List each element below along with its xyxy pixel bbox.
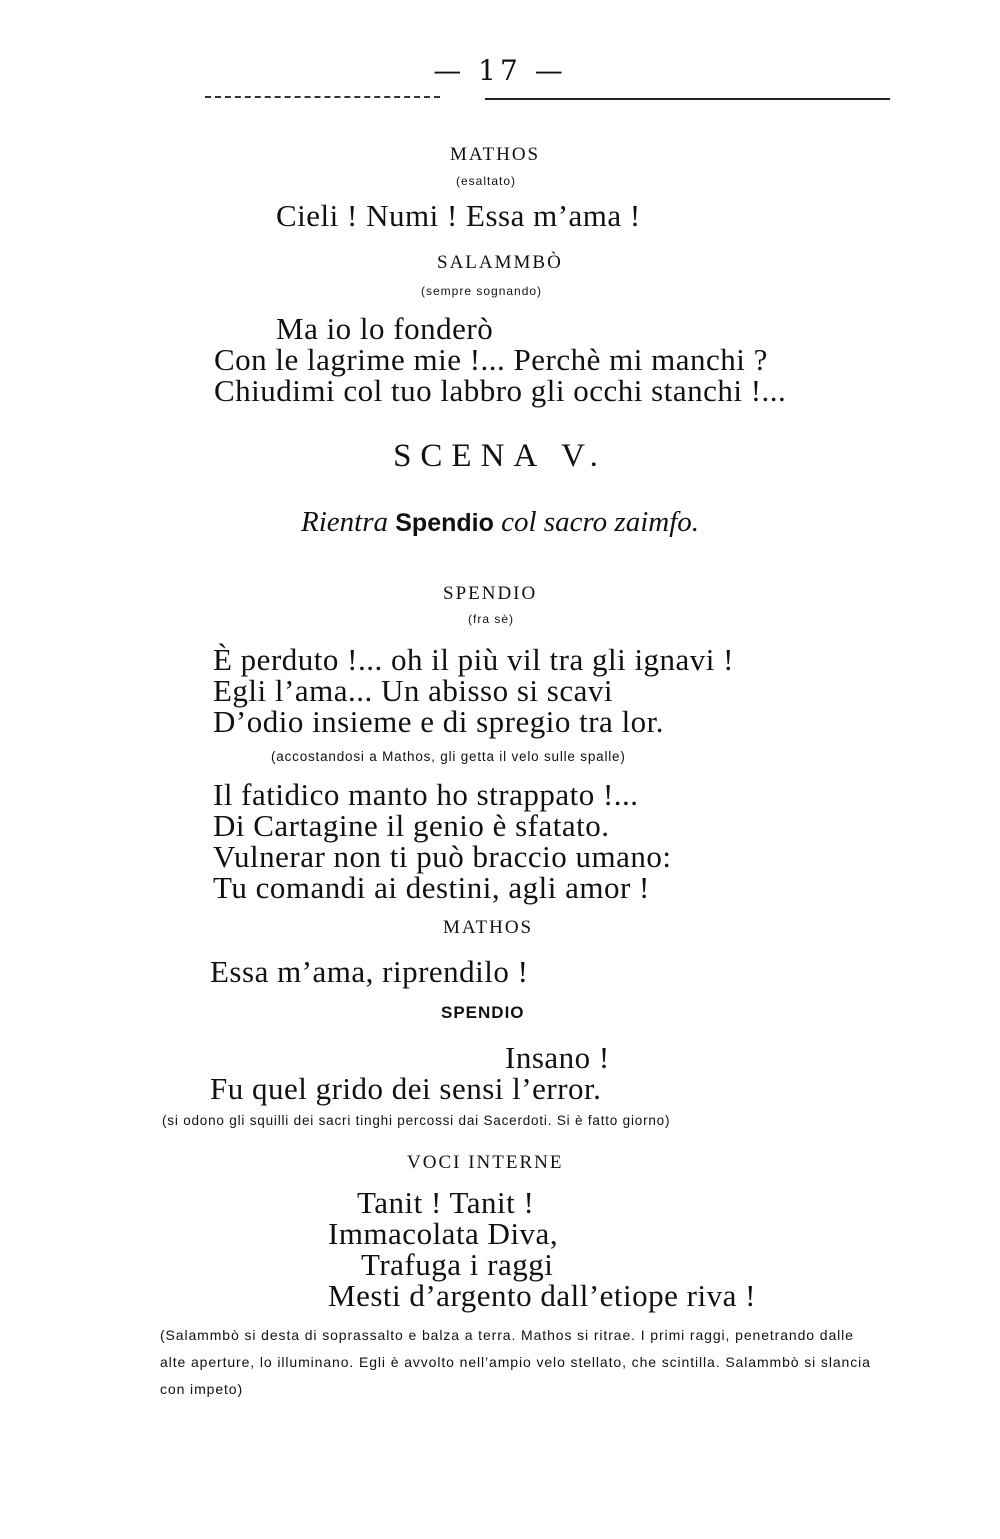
stage-note: (si odono gli squilli dei sacri tinghi percossi dai Sacerdoti. Si è fatto giorno) bbox=[162, 1113, 671, 1128]
verse-line: Essa m’ama, riprendilo ! bbox=[210, 954, 529, 989]
stage-note: (accostandosi a Mathos, gli getta il velo sulle spalle) bbox=[271, 749, 626, 764]
verse-line: Il fatidico manto ho strappato !... bbox=[213, 777, 639, 812]
entry-direction bbox=[0, 506, 1000, 539]
verse-line: Fu quel grido dei sensi l’error. bbox=[210, 1071, 602, 1106]
verse-line: Vulnerar non ti può braccio umano: bbox=[213, 839, 672, 874]
speaker-spendio: SPENDIO bbox=[443, 583, 538, 604]
speaker-salammbo: SALAMMBÒ bbox=[437, 252, 563, 273]
speaker-spendio: SPENDIO bbox=[441, 1003, 525, 1022]
stage-direction: (sempre sognando) bbox=[421, 284, 543, 298]
verse-line: È perduto !... oh il più vil tra gli ignavi ! bbox=[213, 642, 734, 677]
entry-post: col sacro zaimfo. bbox=[501, 506, 699, 538]
stage-note-long: (Salammbò si desta di soprassalto e balza a terra. Mathos si ritrae. I primi raggi, penetrando dalle alte aperture, lo illuminano. Egli è avvolto nell’ampio velo stellato, che scintilla. Salammbò si slancia con impeto) bbox=[160, 1327, 871, 1397]
entry-pre: Rientra bbox=[301, 506, 388, 538]
speaker-mathos: MATHOS bbox=[443, 917, 534, 938]
header-rule-left bbox=[205, 96, 440, 98]
verse-line: Mesti d’argento dall’etiope riva ! bbox=[328, 1278, 756, 1313]
stage-direction: (fra sè) bbox=[468, 612, 515, 626]
speaker-mathos: MATHOS bbox=[450, 144, 541, 165]
stage-direction: (esaltato) bbox=[456, 174, 517, 188]
verse-line: Trafuga i raggi bbox=[361, 1247, 554, 1282]
page-number: — 17 — bbox=[433, 54, 567, 87]
scene-title: SCENA V. bbox=[393, 438, 607, 474]
verse-line: Con le lagrime mie !... Perchè mi manchi ? bbox=[214, 342, 768, 377]
header-rule-right bbox=[485, 98, 890, 100]
verse-line: Tu comandi ai destini, agli amor ! bbox=[213, 870, 650, 905]
verse-line: Di Cartagine il genio è sfatato. bbox=[213, 808, 610, 843]
verse-line: Tanit ! Tanit ! bbox=[357, 1185, 535, 1220]
character-name: Spendio bbox=[395, 509, 494, 537]
verse-line: Egli l’ama... Un abisso si scavi bbox=[213, 673, 613, 708]
verse-line: Immacolata Diva, bbox=[328, 1216, 559, 1251]
verse-line: Ma io lo fonderò bbox=[276, 311, 494, 346]
speaker-voci-interne: VOCI INTERNE bbox=[407, 1152, 564, 1173]
verse-line: Insano ! bbox=[505, 1040, 610, 1075]
verse-line: Chiudimi col tuo labbro gli occhi stanchi !... bbox=[214, 373, 787, 408]
verse-line: D’odio insieme e di spregio tra lor. bbox=[213, 704, 665, 739]
verse-line: Cieli ! Numi ! Essa m’ama ! bbox=[276, 198, 641, 233]
